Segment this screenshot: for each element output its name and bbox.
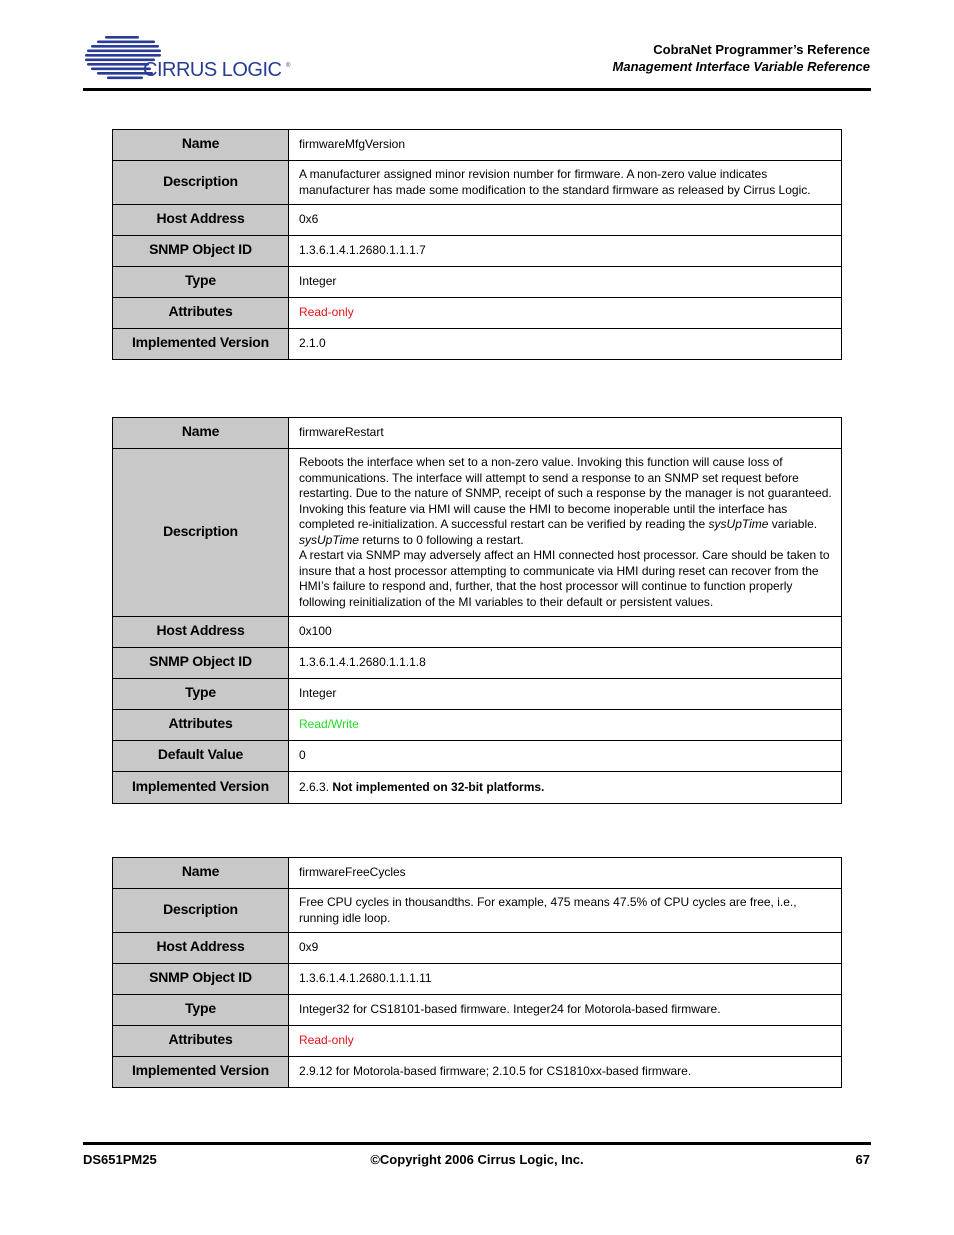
- value-description: A manufacturer assigned minor revision number for firmware. A non-zero value indicates manufacturer has made some modification to the standard firmware as released by Cirrus Logic.: [289, 161, 842, 205]
- value-name: firmwareFreeCycles: [289, 858, 842, 889]
- label-attributes: Attributes: [113, 1026, 289, 1057]
- label-snmp-object-id: SNMP Object ID: [113, 648, 289, 679]
- label-type: Type: [113, 679, 289, 710]
- value-type: Integer32 for CS18101-based firmware. Integer24 for Motorola-based firmware.: [289, 995, 842, 1026]
- label-attributes: Attributes: [113, 710, 289, 741]
- footer-copyright: ©Copyright 2006 Cirrus Logic, Inc.: [370, 1152, 584, 1167]
- value-type: Integer: [289, 267, 842, 298]
- label-host-address: Host Address: [113, 933, 289, 964]
- header-subtitle: Management Interface Variable Reference: [612, 59, 870, 74]
- value-implemented-version: 2.1.0: [289, 329, 842, 360]
- footer-doc-id: DS651PM25: [83, 1152, 157, 1167]
- label-host-address: Host Address: [113, 617, 289, 648]
- cirrus-logic-logo: [83, 34, 298, 84]
- variable-table-firmwareFreeCycles: [112, 857, 842, 1088]
- label-description: Description: [113, 161, 289, 205]
- label-type: Type: [113, 995, 289, 1026]
- value-description: Reboots the interface when set to a non-zero value. Invoking this function will cause loss of communications. The interface will attempt to send a response to an SNMP set request before restarting. Due to the nature of SNMP, receipt of such a response by the manager is not guaranteed. Invoking this feature via HMI will cause the HMI to become inoperable until the interface has completed re-initialization. A successful restart can be verified by reading the sysUpTime variable. sysUpTime returns to 0 following a restart. A restart via SNMP may adversely affect an HMI connected host processor. Care should be taken to insure that a host processor attempting to communicate via HMI during reset can recover from the HMI’s failure to respond and, further, that the host processor will continue to function properly following reinitialization of the MI variables to their default or persistent values.: [289, 449, 842, 617]
- page-header: [613, 41, 870, 75]
- label-implemented-version: Implemented Version: [113, 329, 289, 360]
- value-implemented-version: 2.9.12 for Motorola-based firmware; 2.10.5 for CS1810xx-based firmware.: [289, 1057, 842, 1088]
- header-rule: [83, 88, 871, 91]
- value-default-value: 0: [289, 741, 842, 772]
- value-host-address: 0x9: [289, 933, 842, 964]
- svg-text:®: ®: [286, 63, 291, 69]
- footer-page-number: 67: [855, 1152, 870, 1167]
- value-snmp-object-id: 1.3.6.1.4.1.2680.1.1.1.7: [289, 236, 842, 267]
- label-attributes: Attributes: [113, 298, 289, 329]
- variable-table-firmwareRestart: [112, 417, 842, 804]
- value-name: firmwareRestart: [289, 418, 842, 449]
- label-description: Description: [113, 889, 289, 933]
- value-attributes: Read-only: [289, 1026, 842, 1057]
- label-name: Name: [113, 858, 289, 889]
- variable-table-firmwareMfgVersion: [112, 129, 842, 360]
- value-name: firmwareMfgVersion: [289, 130, 842, 161]
- value-implemented-version: 2.6.3. Not implemented on 32-bit platforms.: [289, 772, 842, 804]
- label-host-address: Host Address: [113, 205, 289, 236]
- implemented-note: Not implemented on 32-bit platforms.: [332, 779, 545, 794]
- label-default-value: Default Value: [113, 741, 289, 772]
- label-implemented-version: Implemented Version: [113, 772, 289, 804]
- footer-rule: [83, 1142, 871, 1145]
- value-host-address: 0x6: [289, 205, 842, 236]
- value-attributes: Read/Write: [289, 710, 842, 741]
- value-host-address: 0x100: [289, 617, 842, 648]
- label-name: Name: [113, 130, 289, 161]
- logo-wordmark: CIRRUS LOGIC: [143, 59, 282, 81]
- label-type: Type: [113, 267, 289, 298]
- label-description: Description: [113, 449, 289, 617]
- value-description: Free CPU cycles in thousandths. For example, 475 means 47.5% of CPU cycles are free, i.e., running idle loop.: [289, 889, 842, 933]
- value-type: Integer: [289, 679, 842, 710]
- label-implemented-version: Implemented Version: [113, 1057, 289, 1088]
- header-title: CobraNet Programmer’s Reference: [653, 42, 870, 57]
- label-snmp-object-id: SNMP Object ID: [113, 236, 289, 267]
- label-snmp-object-id: SNMP Object ID: [113, 964, 289, 995]
- value-snmp-object-id: 1.3.6.1.4.1.2680.1.1.1.8: [289, 648, 842, 679]
- value-snmp-object-id: 1.3.6.1.4.1.2680.1.1.1.11: [289, 964, 842, 995]
- label-name: Name: [113, 418, 289, 449]
- value-attributes: Read-only: [289, 298, 842, 329]
